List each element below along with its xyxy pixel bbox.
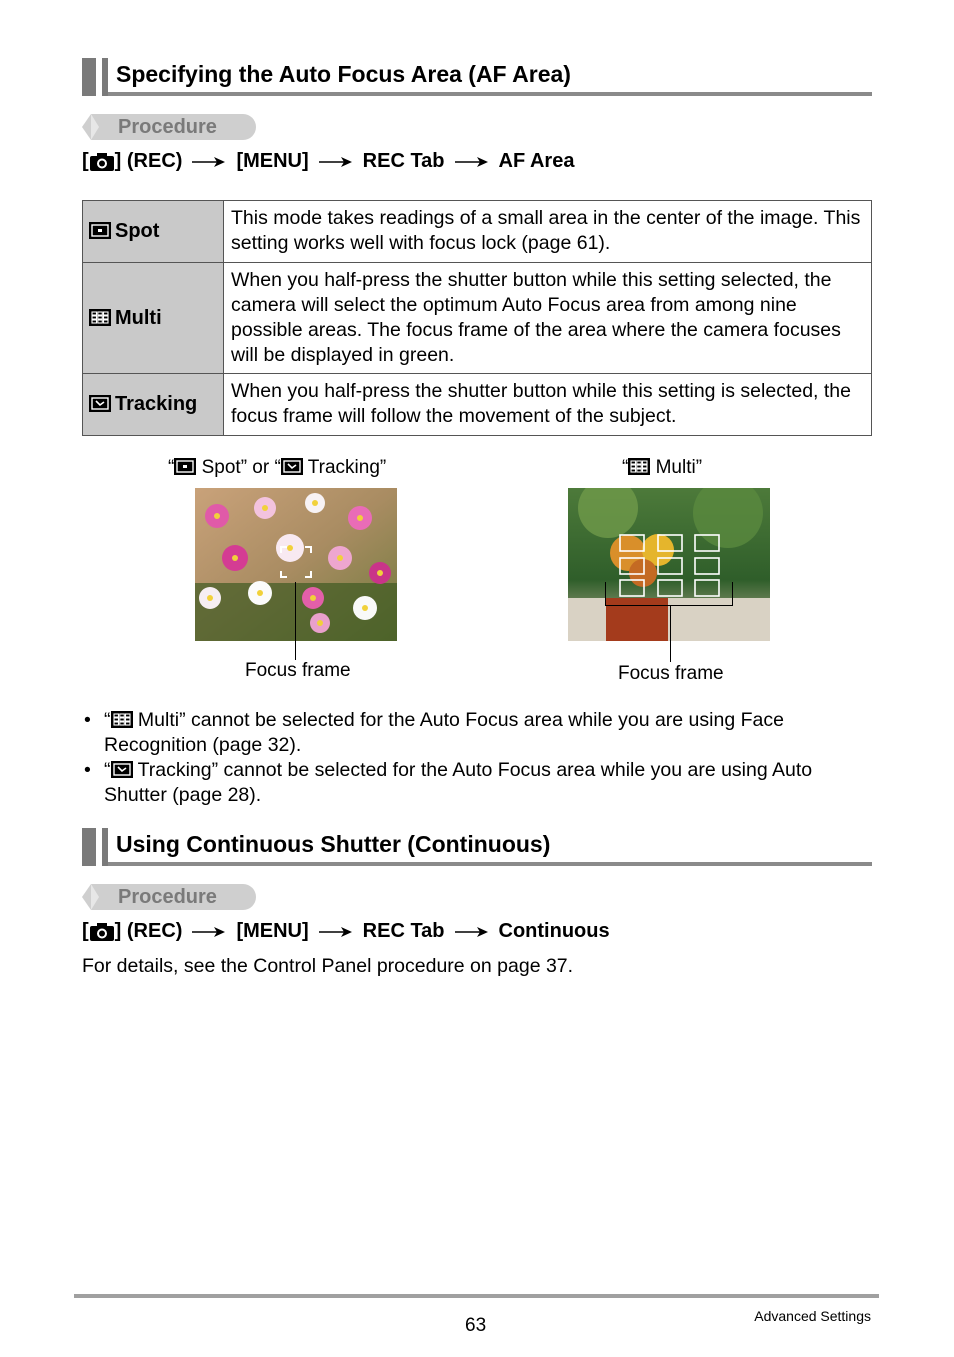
bullet: • — [84, 709, 91, 731]
path-step: REC Tab — [362, 150, 445, 172]
section-title: Specifying the Auto Focus Area (AF Area) — [116, 61, 571, 87]
tracking-icon — [111, 761, 133, 778]
path-step: ] (REC) — [114, 150, 183, 172]
table-row — [83, 374, 872, 436]
path-step: [MENU] — [236, 920, 309, 942]
footer-rule — [74, 1294, 879, 1298]
right-figure-caption: “ Multi” — [622, 457, 703, 478]
menu-path — [82, 920, 610, 943]
path-step: REC Tab — [362, 920, 445, 942]
tracking-icon — [89, 395, 111, 412]
focus-frame-label-left: Focus frame — [245, 660, 351, 681]
section-heading-continuous — [82, 828, 872, 866]
arrow-right-icon — [319, 926, 353, 938]
note-item — [84, 758, 874, 808]
tracking-icon — [281, 458, 303, 475]
arrow-right-icon — [455, 156, 489, 168]
bullet: • — [84, 759, 91, 781]
note-text: “ Multi” cannot be selected for the Auto Focus area while you are using Face Recognition (page 32). — [104, 709, 784, 756]
table-row — [83, 201, 872, 263]
path-bracket: [ — [82, 920, 89, 942]
arrow-right-icon — [455, 926, 489, 938]
heading-rule — [108, 92, 872, 96]
arrow-right-icon — [192, 926, 226, 938]
page-number: 63 — [465, 1315, 487, 1336]
multi-icon — [628, 458, 650, 475]
table-key: Tracking — [83, 374, 224, 436]
camera-icon — [89, 152, 115, 172]
heading-bar — [82, 58, 96, 96]
table-key: Spot — [83, 201, 224, 263]
procedure-label: Procedure — [118, 886, 217, 908]
path-step: ] (REC) — [114, 920, 183, 942]
left-figure-caption: “ Spot” or “ Tracking” — [168, 457, 387, 478]
path-bracket: [ — [82, 150, 89, 172]
path-step: AF Area — [498, 150, 575, 172]
heading-bar — [82, 828, 96, 866]
table-desc: When you half-press the shutter button while this setting is selected, the focus frame will follow the movement of the subject. — [224, 374, 872, 436]
focus-frame-label-right: Focus frame — [618, 663, 724, 684]
multi-icon — [111, 711, 133, 728]
bracket-bottom — [605, 605, 733, 606]
section-title: Using Continuous Shutter (Continuous) — [116, 831, 551, 857]
focus-frame-pointer — [295, 582, 296, 660]
garden-photo — [568, 488, 770, 641]
bracket-right — [732, 582, 733, 606]
focus-frame-pointer — [670, 605, 671, 662]
bracket-left — [605, 582, 606, 606]
details-text: For details, see the Control Panel procedure on page 37. — [82, 955, 574, 977]
procedure-badge — [82, 114, 256, 140]
arrow-right-icon — [319, 156, 353, 168]
procedure-badge — [82, 884, 256, 910]
camera-icon — [89, 922, 115, 942]
section-heading-af-area — [82, 58, 872, 96]
path-step: Continuous — [498, 920, 610, 942]
arrow-right-icon — [192, 156, 226, 168]
footer-section: Advanced Settings — [754, 1308, 871, 1324]
table-row — [83, 263, 872, 374]
heading-bar — [102, 828, 108, 866]
procedure-label: Procedure — [118, 116, 217, 138]
table-desc: This mode takes readings of a small area in the center of the image. This setting works well with focus lock (page 61). — [224, 201, 872, 263]
flowers-photo — [195, 488, 397, 641]
heading-rule — [108, 862, 872, 866]
note-item — [84, 708, 874, 758]
table-key: Multi — [83, 263, 224, 374]
note-text: “ Tracking” cannot be selected for the Auto Focus area while you are using Auto Shutter (page 28). — [104, 759, 813, 806]
path-step: [MENU] — [236, 150, 309, 172]
spot-icon — [174, 458, 196, 475]
table-desc: When you half-press the shutter button while this setting selected, the camera will select the optimum Auto Focus area from among nine possible areas. The focus frame of the area where the camera focuses will be displayed in green. — [224, 263, 872, 374]
af-area-table — [82, 200, 872, 436]
heading-bar — [102, 58, 108, 96]
multi-icon — [89, 309, 111, 326]
spot-icon — [89, 222, 111, 239]
menu-path — [82, 150, 574, 173]
